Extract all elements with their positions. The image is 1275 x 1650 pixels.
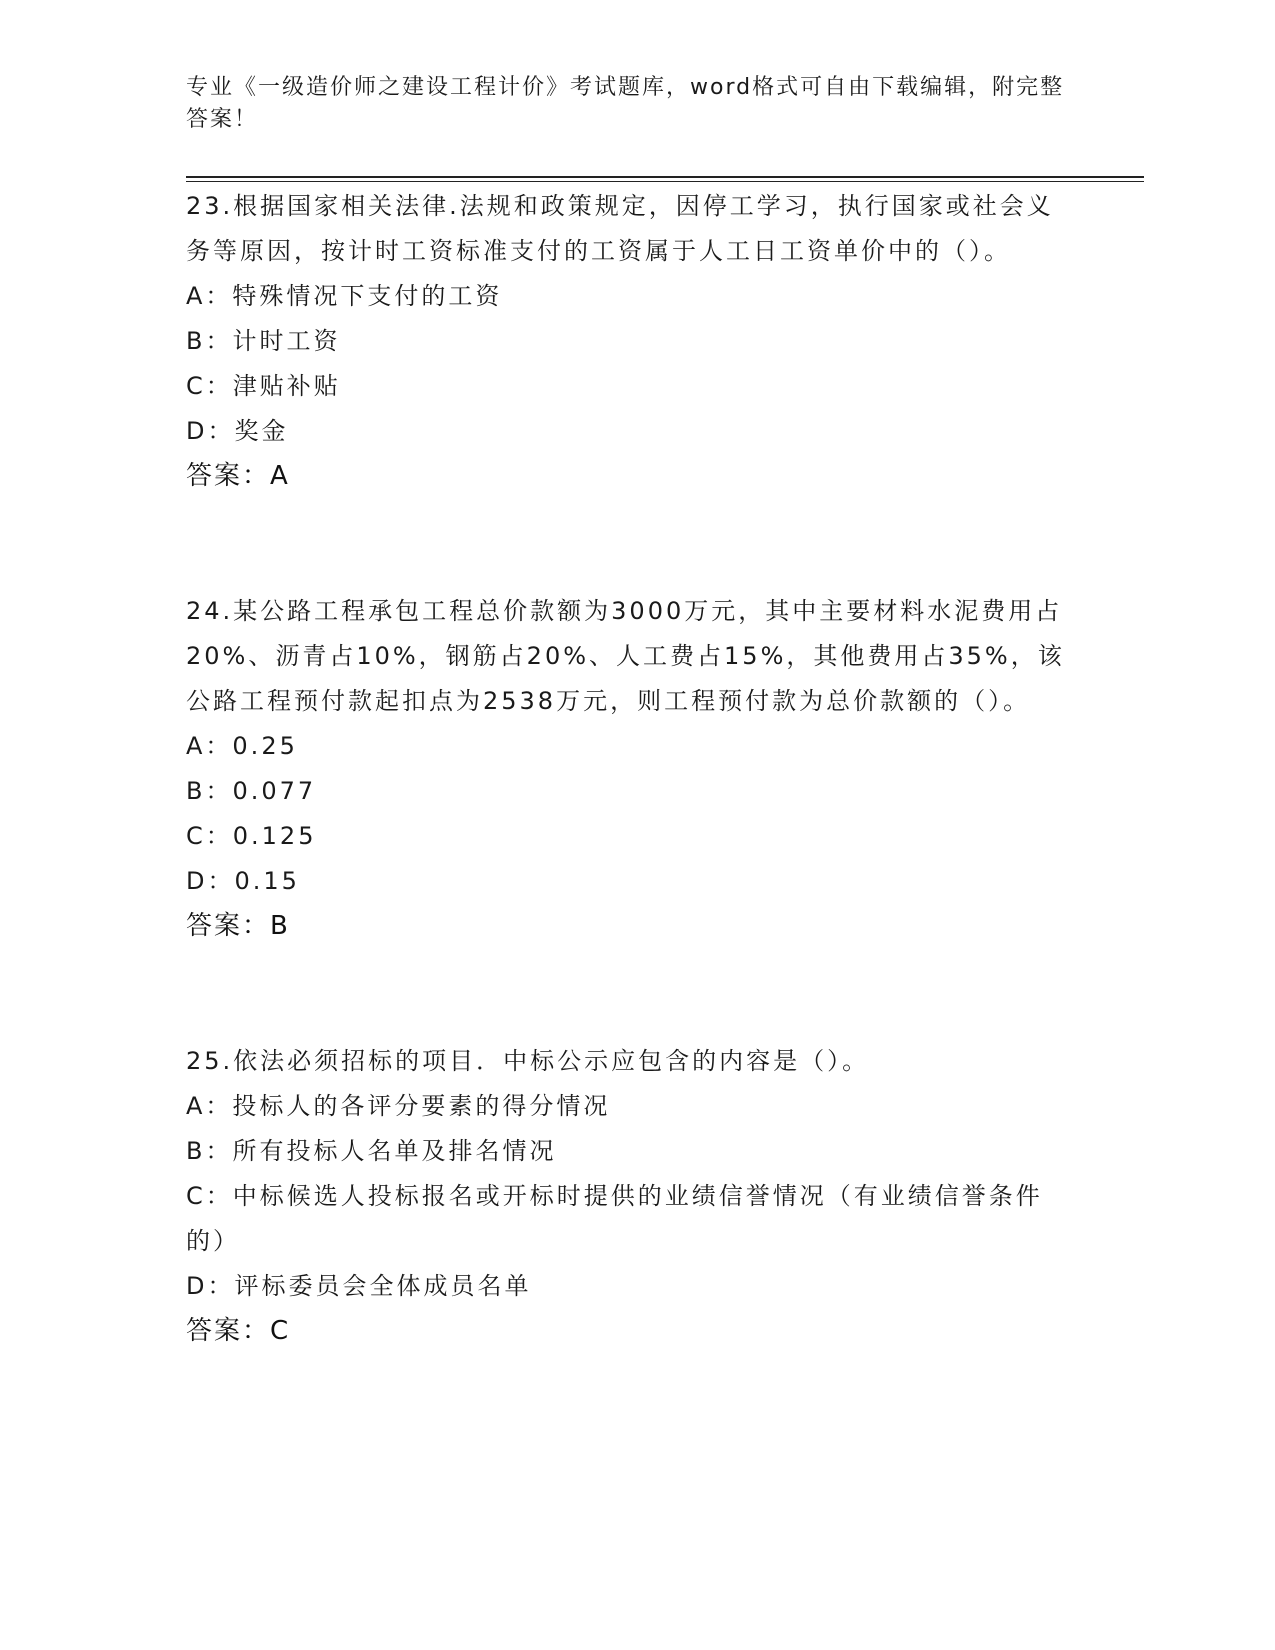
question-stem: 25.依法必须招标的项目．中标公示应包含的内容是（）。	[186, 1047, 870, 1075]
option-a: A：0.25	[186, 732, 298, 760]
question-stem: 23.根据国家相关法律.法规和政策规定，因停工学习，执行国家或社会义务等原因，按计时工资标准支付的工资属于人工日工资单价中的（）。	[186, 192, 1054, 265]
option-a: A：投标人的各评分要素的得分情况	[186, 1092, 611, 1120]
option-c: C：中标候选人投标报名或开标时提供的业绩信誉情况（有业绩信誉条件的）	[186, 1182, 1043, 1255]
question-stem: 24.某公路工程承包工程总价款额为3000万元，其中主要材料水泥费用占20%、沥青占10%，钢筋占20%、人工费占15%，其他费用占35%，该公路工程预付款起扣点为2538万元，则工程预付款为总价款额的（）。	[186, 597, 1065, 715]
option-d: D：奖金	[186, 417, 289, 445]
option-b: B：所有投标人名单及排名情况	[186, 1137, 557, 1165]
option-d: D：评标委员会全体成员名单	[186, 1272, 532, 1300]
question-24	[186, 589, 1066, 949]
question-25	[186, 1039, 1066, 1354]
option-a: A：特殊情况下支付的工资	[186, 282, 503, 310]
option-b: B：0.077	[186, 777, 317, 805]
option-c: C：0.125	[186, 822, 317, 850]
answer: 答案：B	[186, 911, 290, 941]
header-divider-thick	[186, 176, 1144, 178]
option-b: B：计时工资	[186, 327, 341, 355]
header-divider-thin	[186, 181, 1144, 182]
option-c: C：津贴补贴	[186, 372, 341, 400]
question-23	[186, 184, 1066, 499]
answer: 答案：A	[186, 461, 290, 491]
document-header: 专业《一级造价师之建设工程计价》考试题库，word格式可自由下载编辑，附完整答案！	[186, 75, 1065, 132]
option-d: D：0.15	[186, 867, 300, 895]
answer: 答案：C	[186, 1316, 291, 1346]
